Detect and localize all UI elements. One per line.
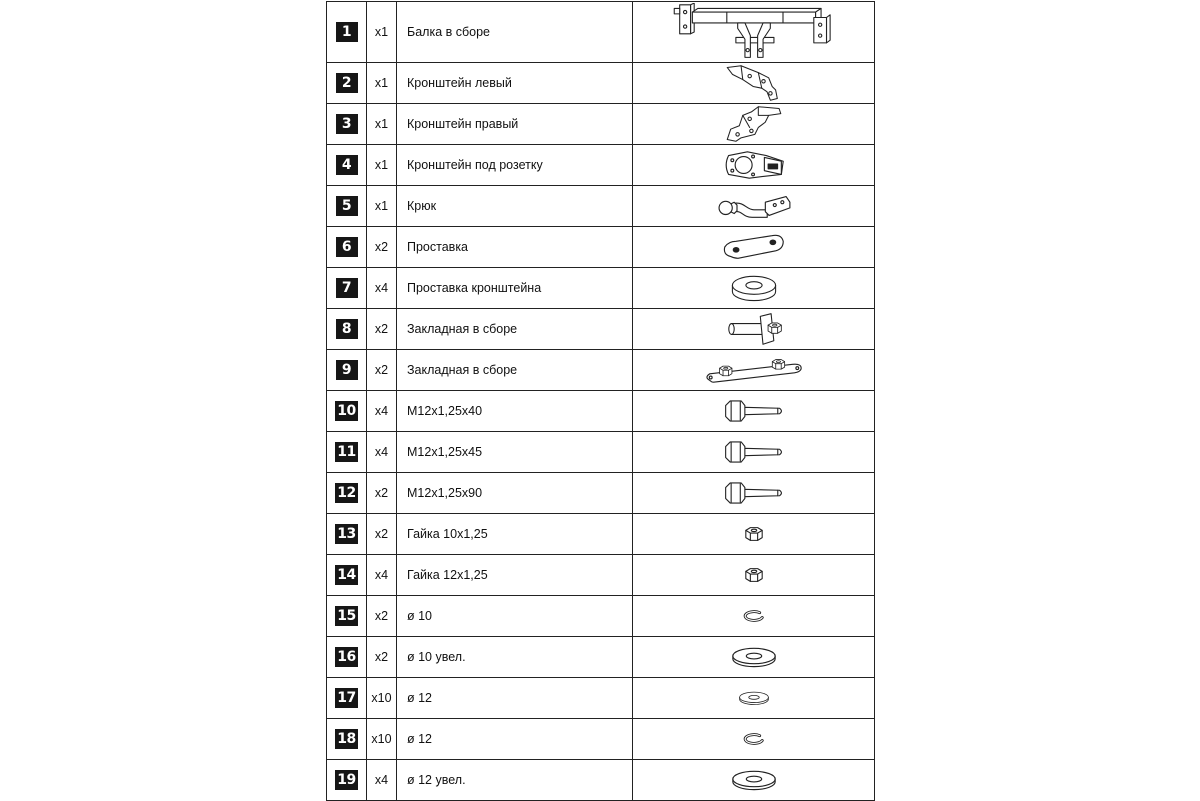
part-number-badge: 10 bbox=[337, 403, 356, 419]
part-number-cell bbox=[327, 268, 367, 309]
part-quantity: x10 bbox=[367, 719, 397, 760]
part-quantity: x4 bbox=[367, 432, 397, 473]
part-number-cell bbox=[327, 760, 367, 801]
part-number-cell bbox=[327, 473, 367, 514]
part-name: М12х1,25х45 bbox=[397, 432, 633, 473]
part-quantity: x2 bbox=[367, 637, 397, 678]
part-number-badge: 3 bbox=[336, 114, 358, 134]
part-row-18 bbox=[327, 719, 875, 760]
part-number-cell bbox=[327, 678, 367, 719]
part-row-4 bbox=[327, 145, 875, 186]
part-row-16 bbox=[327, 637, 875, 678]
part-number-cell bbox=[327, 186, 367, 227]
part-illustration-cell bbox=[633, 104, 875, 145]
part-name: Кронштейн правый bbox=[397, 104, 633, 145]
part-name: Проставка кронштейна bbox=[397, 268, 633, 309]
part-name: Крюк bbox=[397, 186, 633, 227]
parts-table-body bbox=[327, 2, 875, 801]
part-name: ø 12 bbox=[397, 719, 633, 760]
bolt-icon bbox=[722, 438, 786, 466]
part-number-badge: 11 bbox=[337, 444, 356, 460]
part-quantity: x2 bbox=[367, 473, 397, 514]
part-name: ø 10 увел. bbox=[397, 637, 633, 678]
part-quantity: x4 bbox=[367, 760, 397, 801]
part-quantity: x2 bbox=[367, 514, 397, 555]
bolt-icon bbox=[722, 397, 786, 425]
flat-washer-large-icon bbox=[729, 646, 779, 668]
part-number-badge: 14 bbox=[337, 567, 356, 583]
part-number-badge: 17 bbox=[337, 690, 356, 706]
part-quantity: x10 bbox=[367, 678, 397, 719]
part-illustration-cell bbox=[633, 2, 875, 63]
part-illustration-cell bbox=[633, 227, 875, 268]
part-quantity: x1 bbox=[367, 186, 397, 227]
part-quantity: x1 bbox=[367, 63, 397, 104]
part-illustration-cell bbox=[633, 432, 875, 473]
part-number-badge: 4 bbox=[336, 155, 358, 175]
part-row-14 bbox=[327, 555, 875, 596]
part-name: Закладная в сборе bbox=[397, 309, 633, 350]
part-number-badge: 16 bbox=[337, 649, 356, 665]
part-name: Гайка 12х1,25 bbox=[397, 555, 633, 596]
part-row-19 bbox=[327, 760, 875, 801]
parts-table bbox=[326, 1, 875, 801]
part-number-cell bbox=[327, 514, 367, 555]
part-name: Кронштейн левый bbox=[397, 63, 633, 104]
part-illustration-cell bbox=[633, 473, 875, 514]
part-name: Кронштейн под розетку bbox=[397, 145, 633, 186]
part-name: ø 10 bbox=[397, 596, 633, 637]
bolt-icon bbox=[722, 479, 786, 507]
part-quantity: x4 bbox=[367, 268, 397, 309]
part-name: Балка в сборе bbox=[397, 2, 633, 63]
spacer-ring-icon bbox=[727, 272, 781, 304]
part-row-6 bbox=[327, 227, 875, 268]
part-illustration-cell bbox=[633, 186, 875, 227]
part-number-badge: 13 bbox=[337, 526, 356, 542]
part-name: Гайка 10х1,25 bbox=[397, 514, 633, 555]
embedded-part-double-icon bbox=[699, 354, 809, 386]
part-number-cell bbox=[327, 63, 367, 104]
part-number-cell bbox=[327, 719, 367, 760]
part-quantity: x2 bbox=[367, 227, 397, 268]
part-number-cell bbox=[327, 391, 367, 432]
part-row-8 bbox=[327, 309, 875, 350]
part-row-11 bbox=[327, 432, 875, 473]
part-number-badge: 8 bbox=[336, 319, 358, 339]
part-number-cell bbox=[327, 555, 367, 596]
spring-washer-icon bbox=[741, 731, 767, 747]
tow-hook-icon bbox=[714, 189, 794, 223]
part-row-5 bbox=[327, 186, 875, 227]
part-name: ø 12 bbox=[397, 678, 633, 719]
part-illustration-cell bbox=[633, 514, 875, 555]
part-quantity: x1 bbox=[367, 2, 397, 63]
part-quantity: x2 bbox=[367, 350, 397, 391]
embedded-part-single-icon bbox=[722, 311, 786, 347]
part-number-badge: 2 bbox=[336, 73, 358, 93]
part-number-badge: 1 bbox=[336, 22, 358, 42]
part-illustration-cell bbox=[633, 350, 875, 391]
part-row-7 bbox=[327, 268, 875, 309]
nut-icon bbox=[743, 524, 765, 544]
part-name: М12х1,25х40 bbox=[397, 391, 633, 432]
part-illustration-cell bbox=[633, 268, 875, 309]
part-number-badge: 19 bbox=[337, 772, 356, 788]
spacer-plate-icon bbox=[721, 231, 787, 263]
part-row-15 bbox=[327, 596, 875, 637]
part-number-cell bbox=[327, 104, 367, 145]
part-number-cell bbox=[327, 637, 367, 678]
spring-washer-icon bbox=[741, 608, 767, 624]
part-number-cell bbox=[327, 309, 367, 350]
part-name: Закладная в сборе bbox=[397, 350, 633, 391]
part-row-12 bbox=[327, 473, 875, 514]
part-illustration-cell bbox=[633, 63, 875, 104]
part-illustration-cell bbox=[633, 555, 875, 596]
socket-bracket-icon bbox=[721, 148, 787, 182]
part-row-2 bbox=[327, 63, 875, 104]
part-number-badge: 5 bbox=[336, 196, 358, 216]
part-row-13 bbox=[327, 514, 875, 555]
bracket-right-icon bbox=[721, 105, 787, 143]
part-illustration-cell bbox=[633, 596, 875, 637]
towbar-beam-icon bbox=[666, 3, 842, 61]
part-row-17 bbox=[327, 678, 875, 719]
part-row-10 bbox=[327, 391, 875, 432]
part-number-cell bbox=[327, 596, 367, 637]
part-number-badge: 6 bbox=[336, 237, 358, 257]
part-illustration-cell bbox=[633, 391, 875, 432]
part-illustration-cell bbox=[633, 719, 875, 760]
part-illustration-cell bbox=[633, 145, 875, 186]
part-illustration-cell bbox=[633, 309, 875, 350]
part-name: Проставка bbox=[397, 227, 633, 268]
part-illustration-cell bbox=[633, 760, 875, 801]
part-row-3 bbox=[327, 104, 875, 145]
part-row-9 bbox=[327, 350, 875, 391]
flat-washer-large-icon bbox=[729, 769, 779, 791]
part-number-cell bbox=[327, 145, 367, 186]
nut-icon bbox=[743, 565, 765, 585]
part-number-cell bbox=[327, 227, 367, 268]
part-number-badge: 12 bbox=[337, 485, 356, 501]
part-number-cell bbox=[327, 2, 367, 63]
part-quantity: x4 bbox=[367, 391, 397, 432]
part-quantity: x2 bbox=[367, 596, 397, 637]
part-quantity: x1 bbox=[367, 145, 397, 186]
part-quantity: x2 bbox=[367, 309, 397, 350]
part-number-badge: 15 bbox=[337, 608, 356, 624]
part-number-badge: 9 bbox=[336, 360, 358, 380]
part-illustration-cell bbox=[633, 678, 875, 719]
part-row-1 bbox=[327, 2, 875, 63]
part-quantity: x4 bbox=[367, 555, 397, 596]
part-number-badge: 18 bbox=[337, 731, 356, 747]
flat-washer-icon bbox=[737, 690, 771, 706]
part-number-cell bbox=[327, 350, 367, 391]
part-name: М12х1,25х90 bbox=[397, 473, 633, 514]
part-number-cell bbox=[327, 432, 367, 473]
part-quantity: x1 bbox=[367, 104, 397, 145]
bracket-left-icon bbox=[723, 64, 785, 102]
part-illustration-cell bbox=[633, 637, 875, 678]
part-number-badge: 7 bbox=[336, 278, 358, 298]
part-name: ø 12 увел. bbox=[397, 760, 633, 801]
